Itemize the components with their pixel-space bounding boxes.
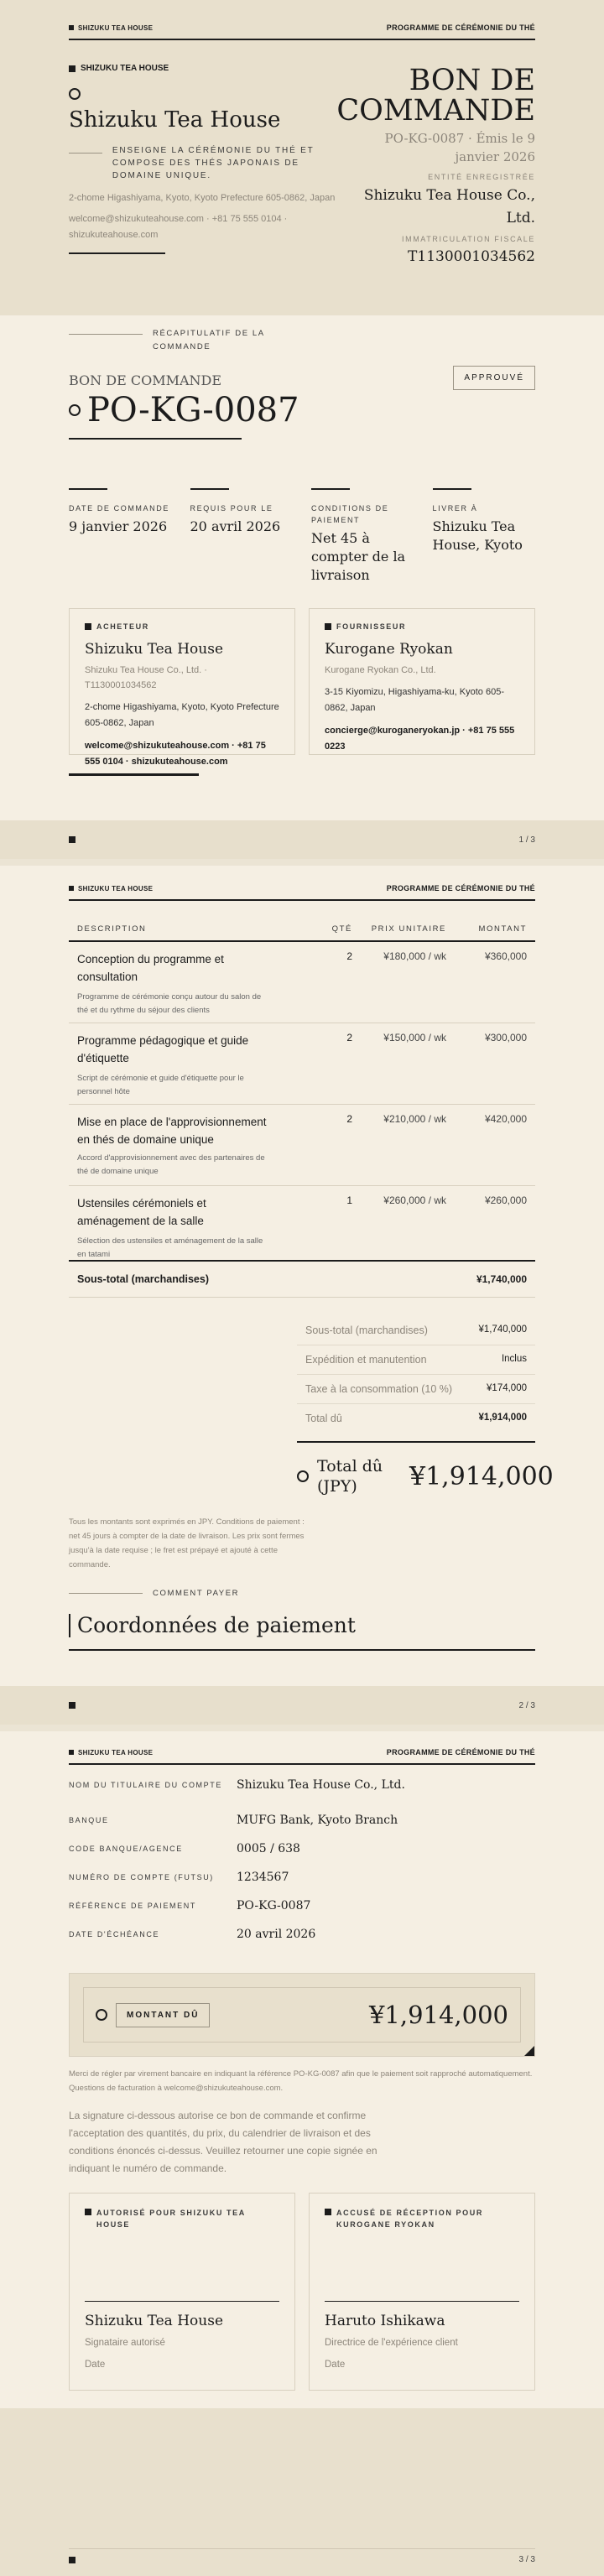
amount-due-panel <box>69 1973 535 2057</box>
subtotal-row <box>69 1262 535 1298</box>
corner-mark-icon <box>524 2046 534 2056</box>
running-program: PROGRAMME DE CÉRÉMONIE DU THÉ <box>386 884 535 892</box>
meta-label: CONDITIONS DE PAIEMENT <box>311 504 389 524</box>
meta-label: LIVRER À <box>432 504 478 513</box>
total-line <box>297 1345 535 1375</box>
payment-row-value: PO-KG-0087 <box>237 1899 311 1912</box>
item-desc: Script de cérémonie et guide d'étiquette pour le personnel hôte <box>77 1074 244 1096</box>
table-row <box>69 1105 535 1186</box>
total-line <box>297 1316 535 1345</box>
item-amount: ¥300,000 <box>484 1032 527 1043</box>
grand-total-value: ¥1,914,000 <box>409 1461 554 1491</box>
payment-row-value: MUFG Bank, Kyoto Branch <box>237 1814 398 1827</box>
page-3 <box>0 1731 604 2576</box>
total-line <box>297 1404 535 1436</box>
amount-due-value: ¥1,914,000 <box>368 2001 508 2029</box>
total-line-label: Taxe à la consommation (10 %) <box>305 1383 453 1395</box>
item-amount: ¥360,000 <box>484 950 527 962</box>
item-qty: 1 <box>346 1194 352 1206</box>
item-qty: 2 <box>346 950 352 962</box>
item-unit: ¥150,000 / wk <box>383 1032 446 1043</box>
signer-name: Shizuku Tea House <box>85 2313 224 2329</box>
meta-accent <box>433 488 471 490</box>
payment-row-value: Shizuku Tea House Co., Ltd. <box>237 1778 405 1792</box>
signature-line <box>85 2301 279 2302</box>
cover-doc-title: BON DE COMMANDE <box>336 64 536 127</box>
square-icon <box>85 623 91 630</box>
line-items-table <box>69 919 535 1298</box>
running-brand: SHIZUKU TEA HOUSE <box>78 23 154 32</box>
square-icon <box>69 2557 76 2563</box>
item-qty: 2 <box>346 1032 352 1043</box>
square-icon <box>325 623 331 630</box>
header-rule <box>69 1763 535 1765</box>
meta-label: DATE DE COMMANDE <box>69 504 169 513</box>
section-end-rule <box>69 773 199 776</box>
page-number: 2 / 3 <box>518 1700 535 1710</box>
cover-band <box>0 0 604 315</box>
supplier-card <box>309 608 535 755</box>
cover-entity-value: Shizuku Tea House Co., Ltd. <box>363 187 535 226</box>
payment-row-label: DATE D'ÉCHÉANCE <box>69 1930 160 1939</box>
payment-row <box>69 1778 535 1814</box>
item-qty: 2 <box>346 1113 352 1125</box>
item-title: Ustensiles cérémoniels et aménagement de la salle <box>77 1197 206 1227</box>
running-header <box>0 0 604 39</box>
total-line <box>297 1375 535 1404</box>
col-desc: DESCRIPTION <box>77 924 147 934</box>
authorization-text: La signature ci-dessous autorise ce bon de commande et confirme l'acceptation des quantités, du prix, du calendrier de livraison et des conditions énoncés ci-dessus. Veuillez retourner une copie signée en indiquant le numéro de commande. <box>69 2110 378 2174</box>
running-program: PROGRAMME DE CÉRÉMONIE DU THÉ <box>386 1748 535 1756</box>
page-number: 3 / 3 <box>518 2555 535 2564</box>
total-line-label: Expédition et manutention <box>305 1354 427 1366</box>
payment-details <box>69 1778 535 1956</box>
supplier-name: Kurogane Ryokan <box>325 641 453 658</box>
circle-icon <box>297 1470 309 1482</box>
item-unit: ¥180,000 / wk <box>383 950 446 962</box>
payment-row <box>69 1814 535 1842</box>
item-amount: ¥260,000 <box>484 1194 527 1206</box>
cover-address: 2-chome Higashiyama, Kyoto, Kyoto Prefecture 605-0862, Japan <box>69 193 336 203</box>
totals-note: Tous les montants sont exprimés en JPY. Conditions de paiement : net 45 jours à compter de la date de livraison. Les prix sont fermes jusqu'à la date requise ; le fret est prépayé et ajouté à cette commande. <box>69 1517 305 1569</box>
page-footer <box>0 820 604 859</box>
supplier-title: FOURNISSEUR <box>336 622 407 631</box>
meta-accent <box>311 488 350 490</box>
header-rule <box>69 899 535 901</box>
po-underline <box>69 438 242 440</box>
signer-role: Directrice de l'expérience client <box>325 2338 458 2348</box>
grand-total <box>297 1443 554 1496</box>
square-icon <box>69 836 76 843</box>
total-line-value: ¥174,000 <box>487 1383 527 1393</box>
table-row <box>69 1186 535 1262</box>
cover-accent-rule <box>69 252 165 254</box>
totals-block <box>297 1316 554 1496</box>
signature-line <box>325 2301 519 2302</box>
subtotal-row-label: Sous-total (marchandises) <box>77 1273 209 1285</box>
page-bottom-band <box>0 2408 604 2576</box>
square-icon <box>325 2209 331 2215</box>
amount-due-label: MONTANT DÛ <box>116 2003 210 2027</box>
running-program: PROGRAMME DE CÉRÉMONIE DU THÉ <box>386 23 535 32</box>
payment-row <box>69 1871 535 1899</box>
running-header <box>0 1731 604 1763</box>
grand-total-label: Total dû (JPY) <box>317 1457 383 1496</box>
cover-contact: welcome@shizukuteahouse.com · +81 75 555 0104 · shizukuteahouse.com <box>69 214 288 240</box>
page-1 <box>0 0 604 859</box>
table-header <box>69 919 535 942</box>
meta-grid <box>69 479 535 585</box>
table-row <box>69 942 535 1023</box>
item-unit: ¥210,000 / wk <box>383 1113 446 1125</box>
brand-square-icon <box>69 1750 74 1755</box>
supplier-legal: Kurogane Ryokan Co., Ltd. <box>325 665 436 675</box>
signer-name: Haruto Ishikawa <box>325 2313 445 2329</box>
total-line-value: ¥1,740,000 <box>478 1324 527 1335</box>
col-amount: MONTANT <box>478 924 527 934</box>
payment-kicker: COMMENT PAYER <box>153 1589 240 1598</box>
payment-row-label: NOM DU TITULAIRE DU COMPTE <box>69 1781 222 1789</box>
meta-accent <box>190 488 229 490</box>
item-desc: Accord d'approvisionnement avec des partenaires de thé de domaine unique <box>77 1153 265 1176</box>
meta-value: Net 45 à compter de la livraison <box>311 530 406 583</box>
cover-entity-label: ENTITÉ ENREGISTRÉE <box>428 173 535 181</box>
remit-note: Merci de régler par virement bancaire en indiquant la référence PO-KG-0087 afin que le paiement soit rapproché automatiquement. Questions de facturation à welcome@shizukuteahouse.com. <box>69 2069 533 2093</box>
payment-row-label: CODE BANQUE/AGENCE <box>69 1845 183 1853</box>
brand-square-icon <box>69 886 74 891</box>
summary-kicker: BON DE COMMANDE <box>69 372 222 388</box>
payment-row-value: 20 avril 2026 <box>237 1928 316 1941</box>
meta-value: 9 janvier 2026 <box>69 518 168 534</box>
item-unit: ¥260,000 / wk <box>383 1194 446 1206</box>
total-line-label: Sous-total (marchandises) <box>305 1324 428 1336</box>
cover-tagline: ENSEIGNE LA CÉRÉMONIE DU THÉ ET COMPOSE DES THÉS JAPONAIS DE DOMAINE UNIQUE. <box>112 146 315 180</box>
col-unit: PRIX UNITAIRE <box>371 924 446 934</box>
meta-value: Shizuku Tea House, Kyoto <box>432 518 523 553</box>
payment-row-value: 1234567 <box>237 1871 289 1884</box>
buyer-name: Shizuku Tea House <box>85 641 224 658</box>
signature-title: AUTORISÉ POUR SHIZUKU TEA HOUSE <box>96 2209 246 2229</box>
cover-doc-meta: PO-KG-0087 · Émis le 9 janvier 2026 <box>384 131 535 164</box>
meta-value: 20 avril 2026 <box>190 518 281 534</box>
cover-brand-name: Shizuku Tea House <box>69 107 281 133</box>
item-desc: Programme de cérémonie conçu autour du salon de thé et du rythme du séjour des clients <box>77 992 262 1015</box>
accent-bar <box>69 1614 70 1637</box>
cover-tax-value: T1130001034562 <box>408 248 535 265</box>
total-line-value: Inclus <box>501 1354 527 1364</box>
payment-row <box>69 1928 535 1956</box>
running-brand: SHIZUKU TEA HOUSE <box>78 1748 154 1756</box>
signature-title: ACCUSÉ DE RÉCEPTION POUR KUROGANE RYOKAN <box>336 2209 483 2229</box>
payment-row-label: RÉFÉRENCE DE PAIEMENT <box>69 1902 196 1910</box>
buyer-legal: Shizuku Tea House Co., Ltd. · T1130001034562 <box>85 665 207 690</box>
summary-section-label: RÉCAPITULATIF DE LA COMMANDE <box>153 329 265 351</box>
brand-square-icon <box>69 25 74 30</box>
brand-square-icon <box>69 65 76 72</box>
circle-icon <box>69 404 81 416</box>
table-row <box>69 1023 535 1105</box>
buyer-address: 2-chome Higashiyama, Kyoto, Kyoto Prefecture 605-0862, Japan <box>85 702 279 728</box>
item-amount: ¥420,000 <box>484 1113 527 1125</box>
square-icon <box>85 2209 91 2215</box>
item-title: Conception du programme et consultation <box>77 953 224 983</box>
signature-card <box>69 2193 295 2391</box>
payment-row <box>69 1899 535 1928</box>
running-header <box>0 866 604 899</box>
payment-title: Coordonnées de paiement <box>77 1613 356 1637</box>
buyer-contact: welcome@shizukuteahouse.com · +81 75 555 0104 · shizukuteahouse.com <box>85 741 266 767</box>
buyer-card <box>69 608 295 767</box>
item-desc: Sélection des ustensiles et aménagement de la salle en tatami <box>77 1236 263 1259</box>
circle-icon <box>69 88 81 100</box>
payment-row-value: 0005 / 638 <box>237 1842 300 1855</box>
meta-label: REQUIS POUR LE <box>190 504 273 513</box>
signature-date: Date <box>85 2360 106 2370</box>
running-brand: SHIZUKU TEA HOUSE <box>78 884 154 892</box>
cover-tax-label: IMMATRICULATION FISCALE <box>402 235 535 243</box>
signer-role: Signataire autorisé <box>85 2338 165 2348</box>
item-title: Programme pédagogique et guide d'étiquette <box>77 1034 249 1064</box>
supplier-contact: concierge@kuroganeryokan.jp · +81 75 555 0223 <box>325 726 515 752</box>
status-badge: APPROUVÉ <box>453 366 535 390</box>
payment-row <box>69 1842 535 1871</box>
page-number: 1 / 3 <box>518 835 535 845</box>
payment-row-label: BANQUE <box>69 1816 109 1824</box>
item-title: Mise en place de l'approvisionnement en thés de domaine unique <box>77 1116 267 1146</box>
supplier-address: 3-15 Kiyomizu, Higashiyama-ku, Kyoto 605-0862, Japan <box>325 687 504 713</box>
meta-accent <box>69 488 107 490</box>
page-footer <box>69 2555 535 2564</box>
cover-brand-small: SHIZUKU TEA HOUSE <box>81 64 169 73</box>
buyer-title: ACHETEUR <box>96 622 149 631</box>
page-2 <box>0 866 604 1725</box>
square-icon <box>69 1702 76 1709</box>
col-qty: QTÉ <box>331 924 352 934</box>
signature-date: Date <box>325 2360 346 2370</box>
payment-row-label: NUMÉRO DE COMPTE (FUTSU) <box>69 1873 214 1881</box>
page-gap <box>0 1725 604 1731</box>
page-gap <box>0 859 604 866</box>
po-number: PO-KG-0087 <box>87 391 299 429</box>
signature-card <box>309 2193 535 2391</box>
subtotal-row-value: ¥1,740,000 <box>476 1273 527 1285</box>
total-line-label: Total dû <box>305 1413 342 1424</box>
page-footer <box>0 1686 604 1725</box>
circle-icon <box>96 2009 107 2021</box>
total-line-value: ¥1,914,000 <box>478 1413 527 1423</box>
